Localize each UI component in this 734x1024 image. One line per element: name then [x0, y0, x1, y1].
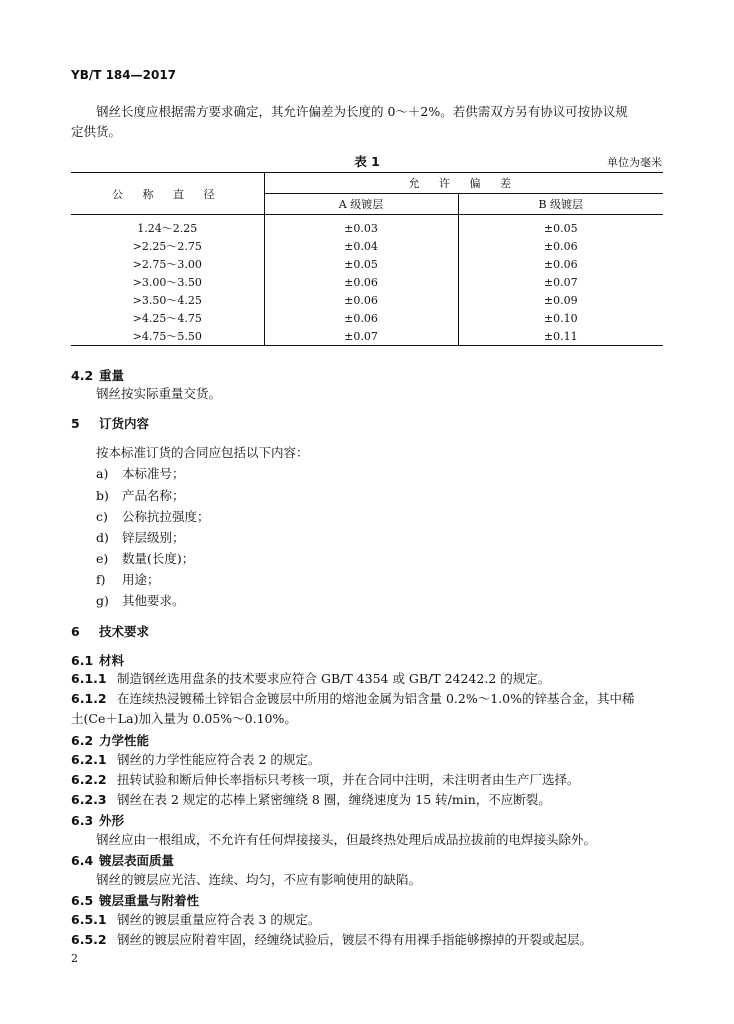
cell-diameter: >4.25～4.75: [71, 309, 264, 327]
table-row: [71, 215, 663, 238]
list-text: 锌层级别；: [122, 530, 185, 545]
section-6-4-heading: [71, 851, 174, 869]
cell-grade-b: ±0.10: [458, 309, 663, 327]
cell-grade-a: ±0.06: [264, 309, 458, 327]
list-label: a): [96, 466, 109, 481]
section-6-3-text: 钢丝应由一根组成，不允许有任何焊接接头，但最终热处理后成品拉拔前的电焊接头除外。: [96, 832, 597, 847]
intro-line-2: 定供货。: [71, 124, 122, 139]
cell-grade-a: ±0.07: [264, 327, 458, 346]
list-label: d): [96, 530, 109, 545]
cell-diameter: >2.25～2.75: [71, 237, 264, 255]
clause-6-5-2: [71, 931, 592, 949]
table-row: [71, 291, 663, 309]
table-title: 表 1: [354, 154, 380, 169]
clause-number: 6.1.2: [71, 691, 107, 706]
section-title: 镀层重量与附着性: [99, 893, 200, 908]
list-label: b): [96, 488, 109, 503]
section-number: 6: [71, 624, 80, 639]
clause-text: 钢丝的镀层重量应符合表 3 的规定。: [117, 912, 321, 927]
cell-grade-b: ±0.09: [458, 291, 663, 309]
cell-grade-b: ±0.05: [458, 215, 663, 238]
clause-text: 在连续热浸镀稀土锌铝合金镀层中所用的熔池金属为铝含量 0.2%～1.0%的锌基合金，其中稀: [117, 691, 635, 706]
page-number: 2: [71, 952, 78, 965]
section-5-heading: [71, 414, 149, 432]
list-text: 公称抗拉强度；: [122, 509, 210, 524]
section-title: 力学性能: [99, 733, 150, 748]
section-number: 6.2: [71, 733, 94, 748]
standard-code-header: YB/T 184—2017: [71, 68, 177, 82]
section-4-2-text: 钢丝按实际重量交货。: [96, 386, 222, 401]
section-title: 镀层表面质量: [99, 853, 175, 868]
cell-diameter: >2.75～3.00: [71, 255, 264, 273]
clause-text: 制造钢丝选用盘条的技术要求应符合 GB/T 4354 或 GB/T 24242.2 的规定。: [117, 671, 551, 686]
list-label: c): [96, 509, 108, 524]
section-number: 6.4: [71, 853, 94, 868]
clause-6-2-2: [71, 771, 580, 789]
cell-diameter: >3.00～3.50: [71, 273, 264, 291]
cell-grade-a: ±0.06: [264, 291, 458, 309]
cell-grade-a: ±0.03: [264, 215, 458, 238]
section-number: 6.1: [71, 653, 94, 668]
cell-diameter: >4.75～5.50: [71, 327, 264, 346]
section-title: 技术要求: [99, 624, 150, 639]
section-number: 6.5: [71, 893, 94, 908]
table-row: [71, 255, 663, 273]
list-text: 用途；: [122, 572, 160, 587]
section-6-5-heading: [71, 891, 199, 909]
list-item: [96, 508, 210, 526]
clause-6-2-1: [71, 751, 320, 769]
section-6-heading: [71, 622, 149, 640]
table-row: [71, 273, 663, 291]
table-row: [71, 327, 663, 346]
clause-number: 6.5.1: [71, 912, 107, 927]
intro-line-1: 钢丝长度应根据需方要求确定，其允许偏差为长度的 0～＋2%。若供需双方另有协议可按协议规: [96, 104, 628, 119]
list-text: 其他要求。: [122, 593, 185, 608]
list-item: [96, 465, 185, 483]
header-grade-a: A 级镀层: [264, 194, 458, 215]
list-item: [96, 550, 194, 568]
header-grade-b: B 级镀层: [458, 194, 663, 215]
clause-number: 6.2.1: [71, 752, 107, 767]
cell-grade-a: ±0.04: [264, 237, 458, 255]
section-6-2-heading: [71, 731, 149, 749]
cell-grade-b: ±0.07: [458, 273, 663, 291]
table-row: [71, 309, 663, 327]
clause-text: 钢丝在表 2 规定的芯棒上紧密缠绕 8 圈，缠绕速度为 15 转/min，不应断裂。: [117, 792, 551, 807]
section-title: 重量: [99, 368, 125, 383]
table-row: [71, 237, 663, 255]
list-item: [96, 487, 185, 505]
header-tolerance: 允 许 偏 差: [264, 173, 663, 194]
clause-text: 钢丝的镀层应附着牢固，经缠绕试验后，镀层不得有用裸手指能够擦掉的开裂或起层。: [117, 932, 593, 947]
cell-grade-b: ±0.06: [458, 237, 663, 255]
list-text: 产品名称；: [122, 488, 185, 503]
cell-diameter: 1.24～2.25: [71, 215, 264, 238]
list-item: [96, 529, 185, 547]
cell-grade-b: ±0.11: [458, 327, 663, 346]
section-title: 材料: [99, 653, 125, 668]
header-nominal-diameter: 公 称 直 径: [71, 173, 264, 215]
clause-number: 6.5.2: [71, 932, 107, 947]
list-label: e): [96, 551, 109, 566]
section-6-3-heading: [71, 811, 124, 829]
clause-6-1-2: [71, 690, 635, 708]
cell-grade-b: ±0.06: [458, 255, 663, 273]
section-6-1-heading: [71, 651, 124, 669]
clause-6-2-3: [71, 791, 551, 809]
list-item: [96, 592, 185, 610]
table-unit: 单位为毫米: [607, 156, 662, 169]
clause-6-1-2-cont: 土(Ce＋La)加入量为 0.05%～0.10%。: [71, 711, 297, 726]
clause-number: 6.2.2: [71, 772, 107, 787]
tolerance-table: [71, 172, 663, 346]
section-title: 外形: [99, 813, 125, 828]
cell-grade-a: ±0.05: [264, 255, 458, 273]
section-title: 订货内容: [99, 416, 150, 431]
clause-text: 钢丝的力学性能应符合表 2 的规定。: [117, 752, 321, 767]
list-label: g): [96, 593, 109, 608]
section-number: 6.3: [71, 813, 94, 828]
list-label: f): [96, 572, 106, 587]
clause-number: 6.1.1: [71, 671, 107, 686]
clause-6-1-1: [71, 670, 550, 688]
clause-6-5-1: [71, 911, 320, 929]
section-number: 5: [71, 416, 80, 431]
cell-diameter: >3.50～4.25: [71, 291, 264, 309]
clause-number: 6.2.3: [71, 792, 107, 807]
section-6-4-text: 钢丝的镀层应光洁、连续、均匀，不应有影响使用的缺陷。: [96, 872, 422, 887]
section-4-2-heading: [71, 366, 124, 384]
section-5-text: 按本标准订货的合同应包括以下内容：: [96, 445, 309, 460]
cell-grade-a: ±0.06: [264, 273, 458, 291]
list-text: 数量(长度)；: [122, 551, 195, 566]
clause-text: 扭转试验和断后伸长率指标只考核一项，并在合同中注明，未注明者由生产厂选择。: [117, 772, 580, 787]
section-number: 4.2: [71, 368, 94, 383]
list-text: 本标准号；: [122, 466, 185, 481]
list-item: [96, 571, 160, 589]
